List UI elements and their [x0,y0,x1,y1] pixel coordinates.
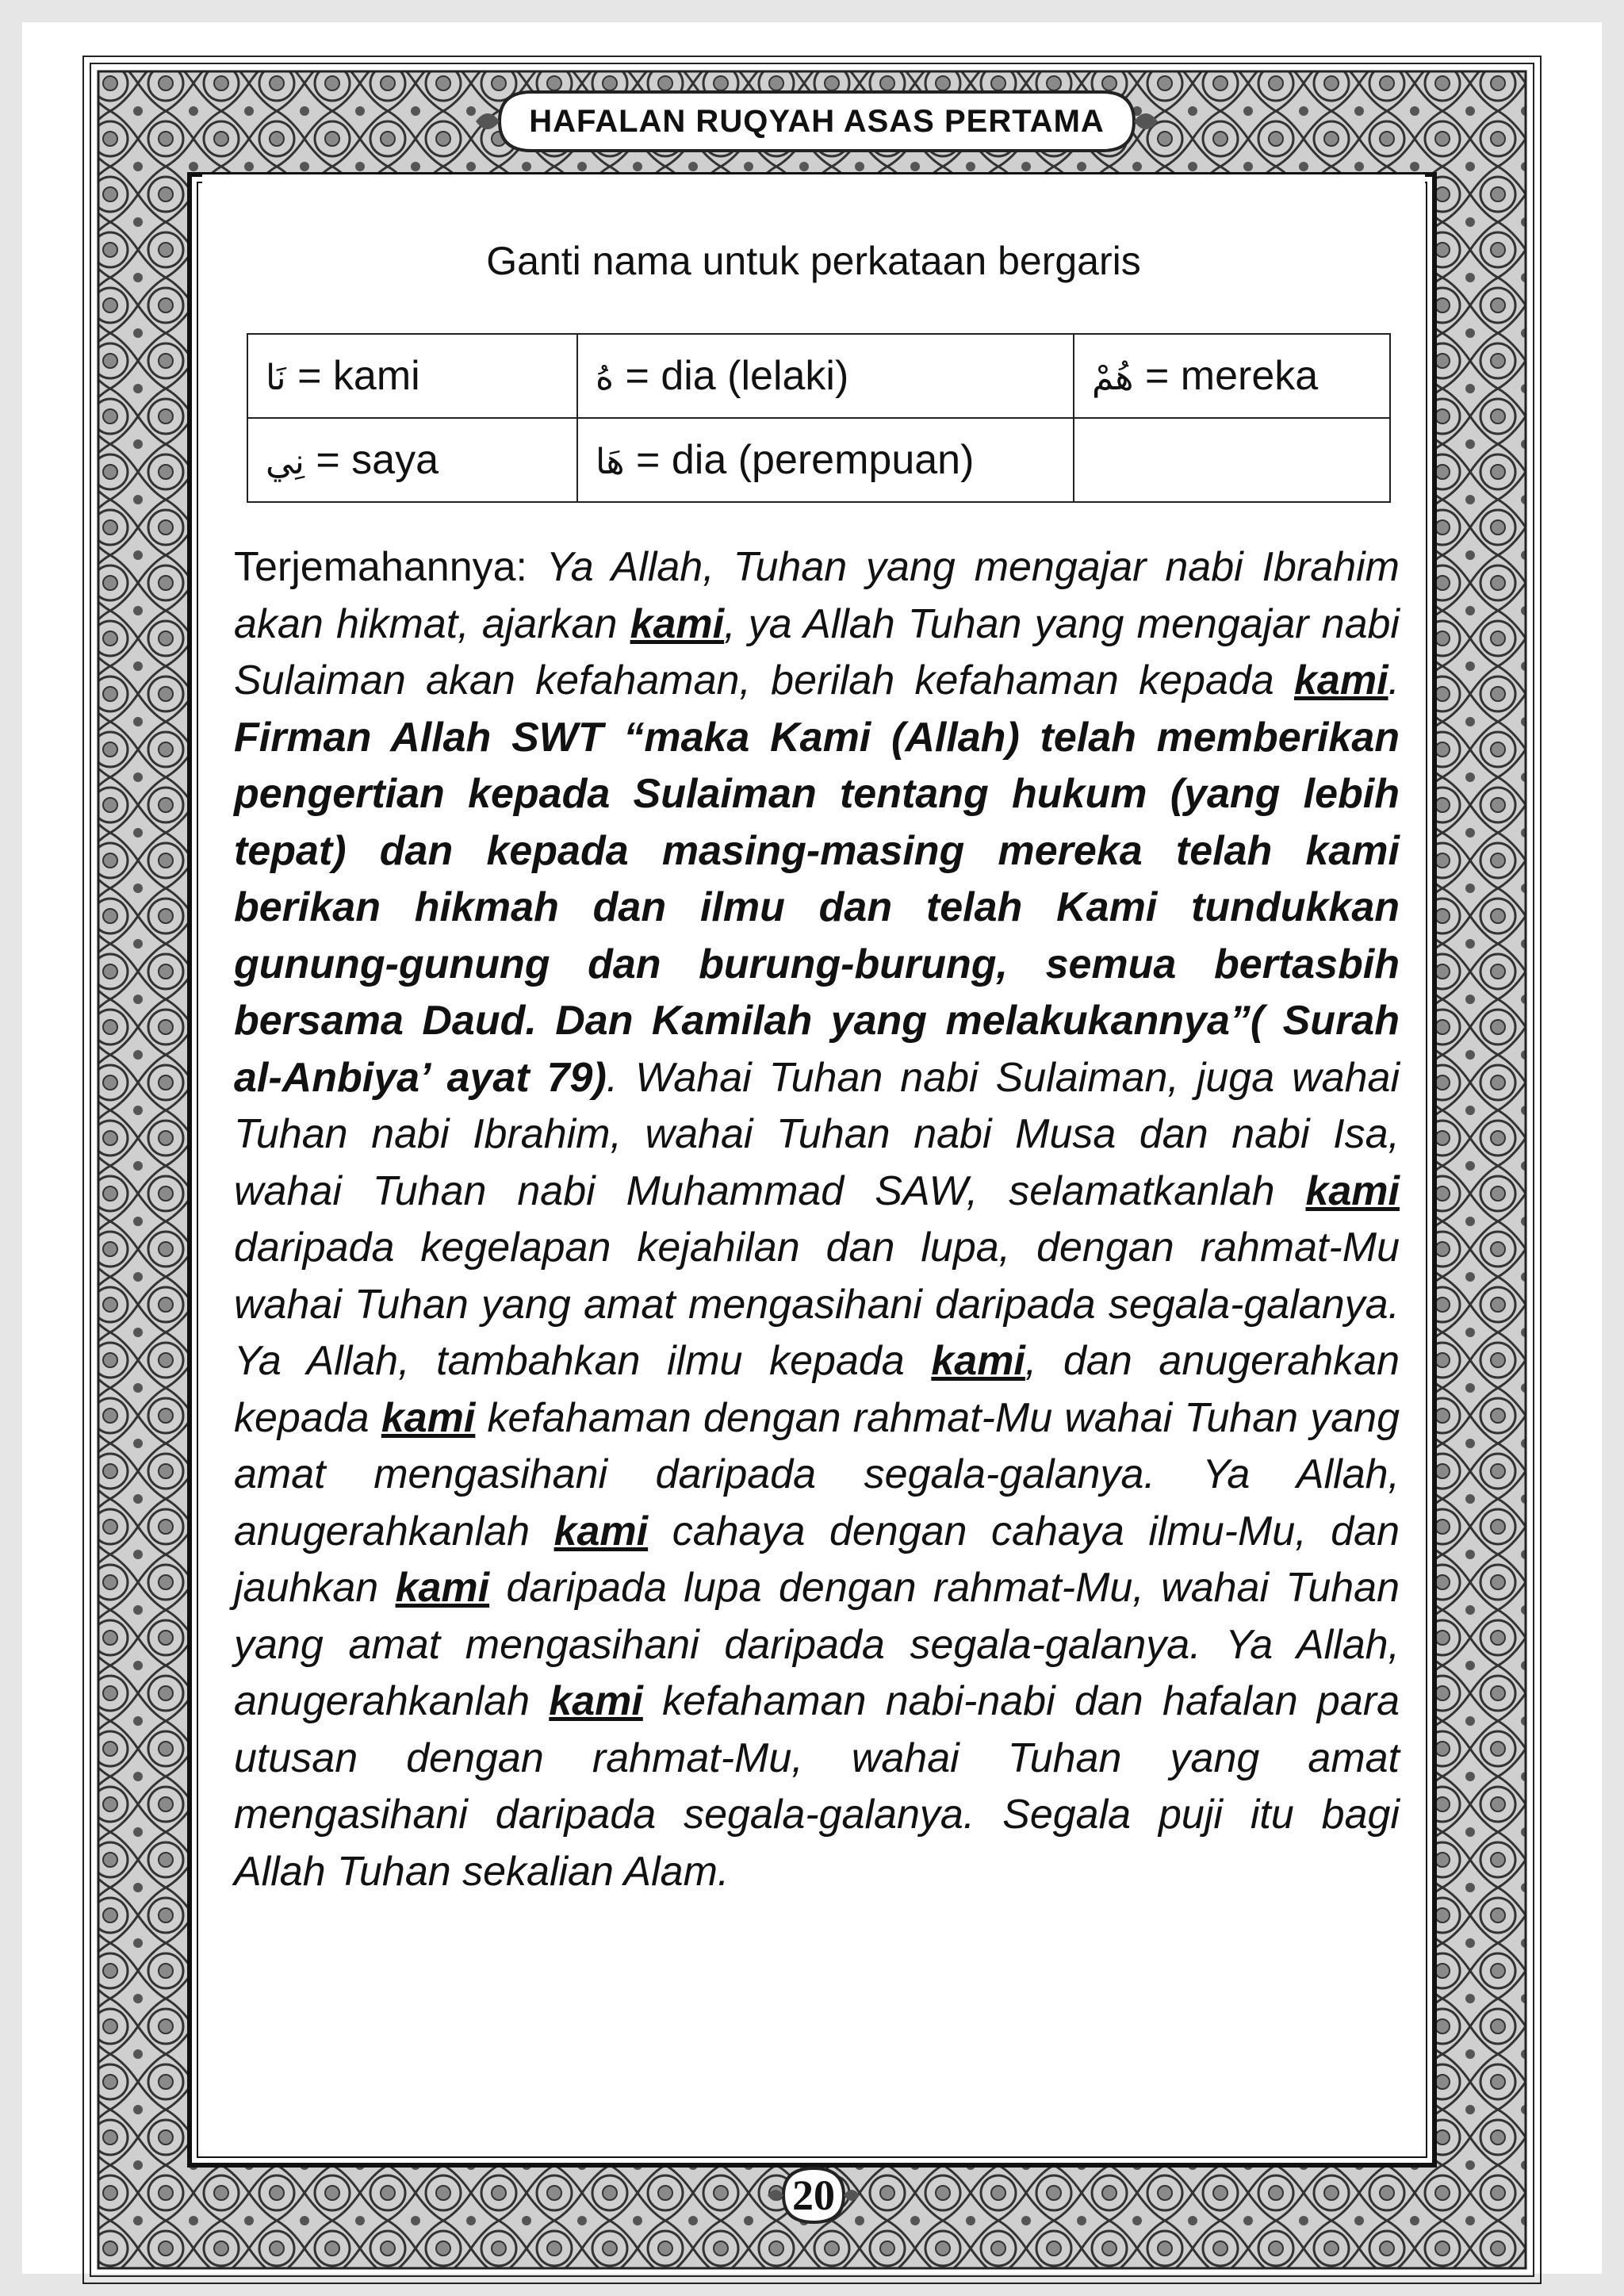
table-cell [577,334,1074,418]
text-run: , dan anugerahkan kepada [234,1338,1400,1441]
pronoun-meaning: = saya [304,437,439,483]
text-run: kefahaman dengan rahmat-Mu wahai Tuhan yang amat mengasihani daripada segala-galanya. Ya Allah, anugerahkanlah [234,1394,1400,1554]
underlined-kami: kami [395,1565,490,1611]
underlined-kami: kami [381,1394,476,1441]
underlined-kami: kami [1294,657,1388,703]
text-run: cahaya dengan cahaya ilmu-Mu, dan jauhkan [234,1508,1400,1611]
arabic-pronoun: نَا [266,358,286,398]
quran-quote: Firman Allah SWT “maka Kami (Allah) telah memberikan pengertian kepada Sulaiman tentang hukum (yang lebih tepat) dan kepada masing-masing mereka telah kami berikan hikmah dan ilmu dan telah Kami tundukkan gunung-gunung dan burung-burung, semua bertasbih bersama Daud. Dan Kamilah yang melakukannya”( Surah al-Anbiya’ ayat 79) [234,714,1400,1101]
arabic-pronoun: نِي [266,442,304,482]
pronoun-meaning: = mereka [1133,353,1319,399]
pronoun-meaning: = dia (perempuan) [624,437,975,483]
text-run: daripada kegelapan kejahilan dan lupa, dengan rahmat-Mu wahai Tuhan yang amat mengasihani daripada segala-galanya. Ya Allah, tambahkan ilmu kepada [234,1225,1400,1384]
table-cell [1074,334,1390,418]
translation-paragraph [234,539,1400,1900]
text-run: kefahaman nabi-nabi dan hafalan para utusan dengan rahmat-Mu, wahai Tuhan yang amat mengasihani daripada segala-galanya. Segala puji itu bagi Allah Tuhan sekalian Alam. [234,1678,1400,1895]
underlined-kami: kami [630,600,725,647]
translation-label: Terjemahannya: [234,544,546,590]
text-run: daripada lupa dengan rahmat-Mu, wahai Tuhan yang amat mengasihani daripada segala-galanya. Ya Allah, anugerahkanlah [234,1565,1400,1724]
header-title: HAFALAN RUQYAH ASAS PERTAMA [529,103,1105,139]
running-header [476,86,1158,157]
table-cell [577,418,1074,502]
arabic-pronoun: هَا [596,442,625,482]
table-cell [247,418,577,502]
table-cell-empty [1074,418,1390,502]
text-run: . Wahai Tuhan nabi Sulaiman, juga wahai Tuhan nabi Ibrahim, wahai Tuhan nabi Musa dan nabi Isa, wahai Tuhan nabi Muhammad SAW, selamatkanlah [234,1054,1400,1214]
arabic-pronoun: هُمْ [1092,358,1134,398]
pronoun-meaning: = kami [285,353,420,399]
underlined-kami: kami [931,1338,1025,1384]
text-run: , ya Allah Tuhan yang mengajar nabi Sulaiman akan kefahaman, berilah kefahaman kepada [234,600,1400,703]
page-number-badge [768,2164,860,2227]
pronoun-meaning: = dia (lelaki) [614,353,849,399]
underlined-kami: kami [1305,1167,1400,1214]
pronoun-table [247,333,1391,503]
text-run: Ya Allah, Tuhan yang mengajar nabi Ibrahim akan hikmat, ajarkan [234,544,1400,647]
table-row [247,334,1390,418]
content-area [202,174,1425,2118]
page-number: 20 [792,2171,835,2219]
underlined-kami: kami [549,1678,643,1724]
table-caption: Ganti nama untuk perkataan bergaris [486,239,1141,283]
table-row [247,418,1390,502]
arabic-pronoun: هُ [596,358,615,398]
text-run: . [1388,657,1400,703]
underlined-kami: kami [553,1508,649,1554]
table-cell [247,334,577,418]
